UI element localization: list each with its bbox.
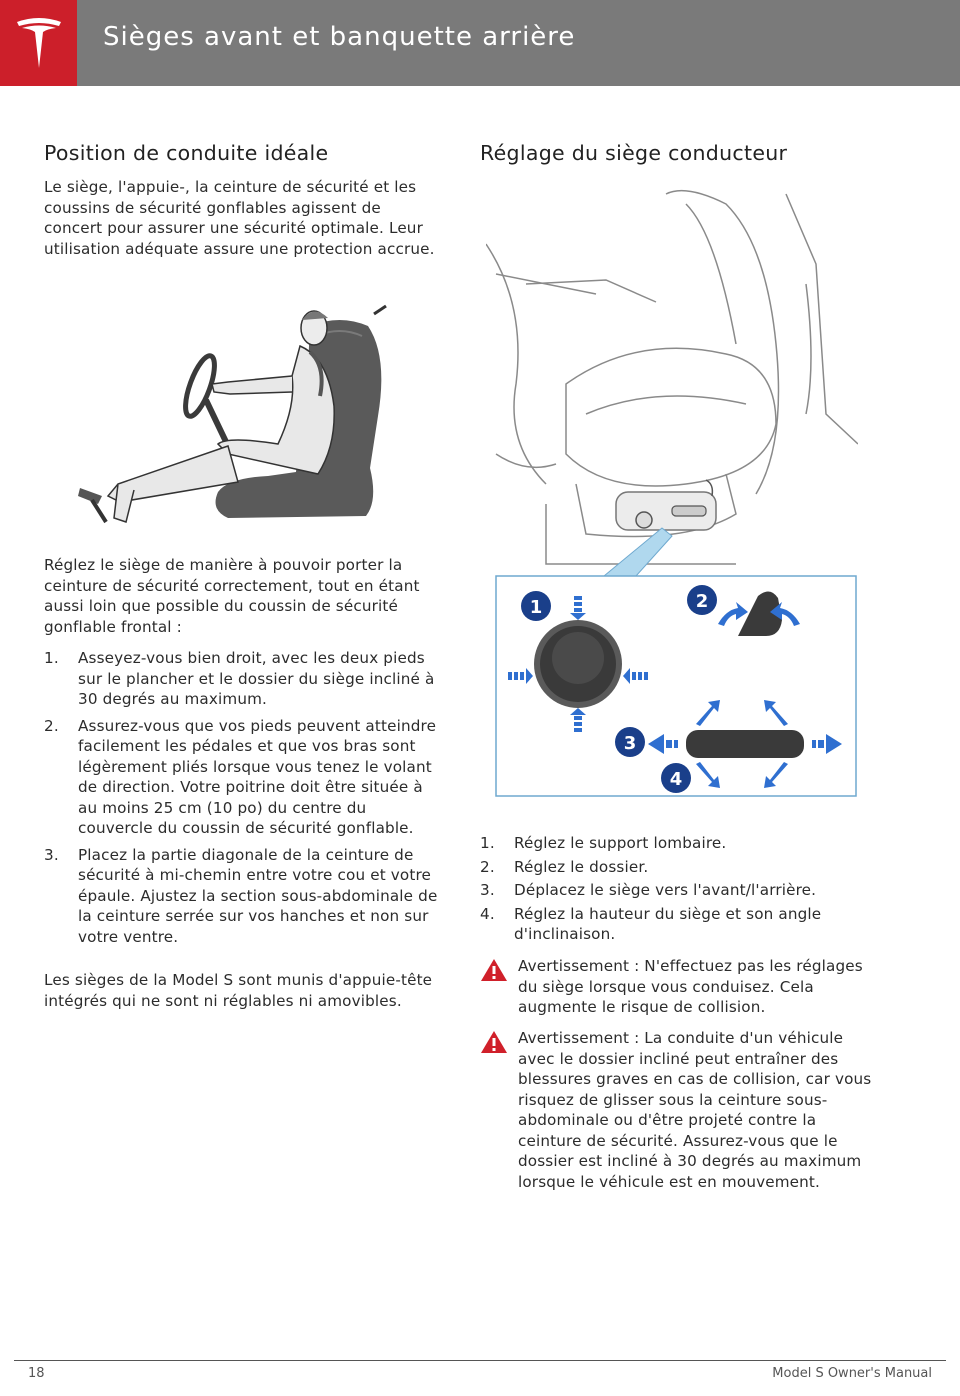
warning-text: Avertissement : La conduite d'un véhicule avec le dossier incliné peut entraîner des blessures graves en cas de collision, car vous risquez de glisser sous la ceinture sous-abdominale ou d'être projeté contre la ceinture de sécurité. Assurez-vous que le dossier est incliné à 30 degrés au maximum lorsque le véhicule est en mouvement. bbox=[518, 1029, 872, 1191]
list-item: 4. Réglez la hauteur du siège et son angle d'inclinaison. bbox=[480, 904, 822, 943]
driving-position-illustration bbox=[78, 296, 390, 528]
list-item: 3. Placez la partie diagonale de la ceinture de sécurité à mi-chemin entre votre cou et votre épaule. Ajustez la section sous-abdominale de la ceinture serrée sur vos hanches et non sur votre ventre. bbox=[44, 845, 438, 946]
warning-triangle-icon bbox=[480, 958, 508, 982]
seat-controls-illustration bbox=[486, 184, 858, 798]
section-heading-driving-position: Position de conduite idéale bbox=[44, 141, 329, 165]
manual-name: Model S Owner's Manual bbox=[772, 1366, 932, 1381]
page-number: 18 bbox=[28, 1366, 45, 1381]
callout-label: 4 bbox=[669, 769, 683, 790]
headrest-paragraph: Les sièges de la Model S sont munis d'appuie-tête intégrés qui ne sont ni réglables ni amovibles. bbox=[44, 971, 433, 1010]
warning-triangle-icon bbox=[480, 1030, 508, 1054]
intro-paragraph: Le siège, l'appuie-, la ceinture de sécurité et les coussins de sécurité gonflables agissent de concert pour assurer une sécurité optimale. Leur utilisation adéquate assure une protection accrue. bbox=[44, 178, 435, 258]
list-item: 2. Réglez le dossier. bbox=[480, 857, 649, 876]
list-item: 2. Assurez-vous que vos pieds peuvent atteindre facilement les pédales et que vos bras sont légèrement pliés lorsque vous tenez le volant de direction. Votre poitrine doit être située à au moins 25 cm (10 po) du centre du couvercle du coussin de sécurité gonflable. bbox=[44, 716, 437, 837]
list-item: 1. Réglez le support lombaire. bbox=[480, 834, 727, 852]
warning-text: Avertissement : N'effectuez pas les réglages du siège lorsque vous conduisez. Cela augmente le risque de collision. bbox=[518, 957, 863, 1016]
brand-logo bbox=[0, 0, 77, 86]
list-item: 1. Asseyez-vous bien droit, avec les deux pieds sur le plancher et le dossier du siège incliné à 30 degrés au maximum. bbox=[44, 649, 435, 708]
callout-2 bbox=[687, 585, 717, 615]
tesla-logo-icon bbox=[14, 14, 64, 72]
warning-box-reclined-backrest bbox=[480, 1028, 880, 1192]
callout-label: 3 bbox=[623, 733, 637, 754]
footer-divider bbox=[14, 1360, 946, 1361]
callout-4 bbox=[661, 763, 691, 793]
driving-steps-list bbox=[44, 648, 439, 953]
page-title: Sièges avant et banquette arrière bbox=[103, 22, 576, 52]
warning-box-driving-adjust bbox=[480, 956, 880, 1018]
callout-label: 1 bbox=[529, 597, 543, 618]
callout-1 bbox=[521, 591, 551, 621]
adjust-seat-paragraph: Réglez le siège de manière à pouvoir porter la ceinture de sécurité correctement, tout en étant aussi loin que possible du coussin de sécurité gonflable frontal : bbox=[44, 556, 420, 636]
seat-adjust-steps-list bbox=[480, 833, 880, 948]
callout-label: 2 bbox=[695, 591, 709, 612]
section-heading-seat-adjustment: Réglage du siège conducteur bbox=[480, 141, 788, 165]
callout-3 bbox=[615, 727, 645, 757]
page-header bbox=[0, 0, 960, 86]
list-item: 3. Déplacez le siège vers l'avant/l'arrière. bbox=[480, 881, 817, 899]
